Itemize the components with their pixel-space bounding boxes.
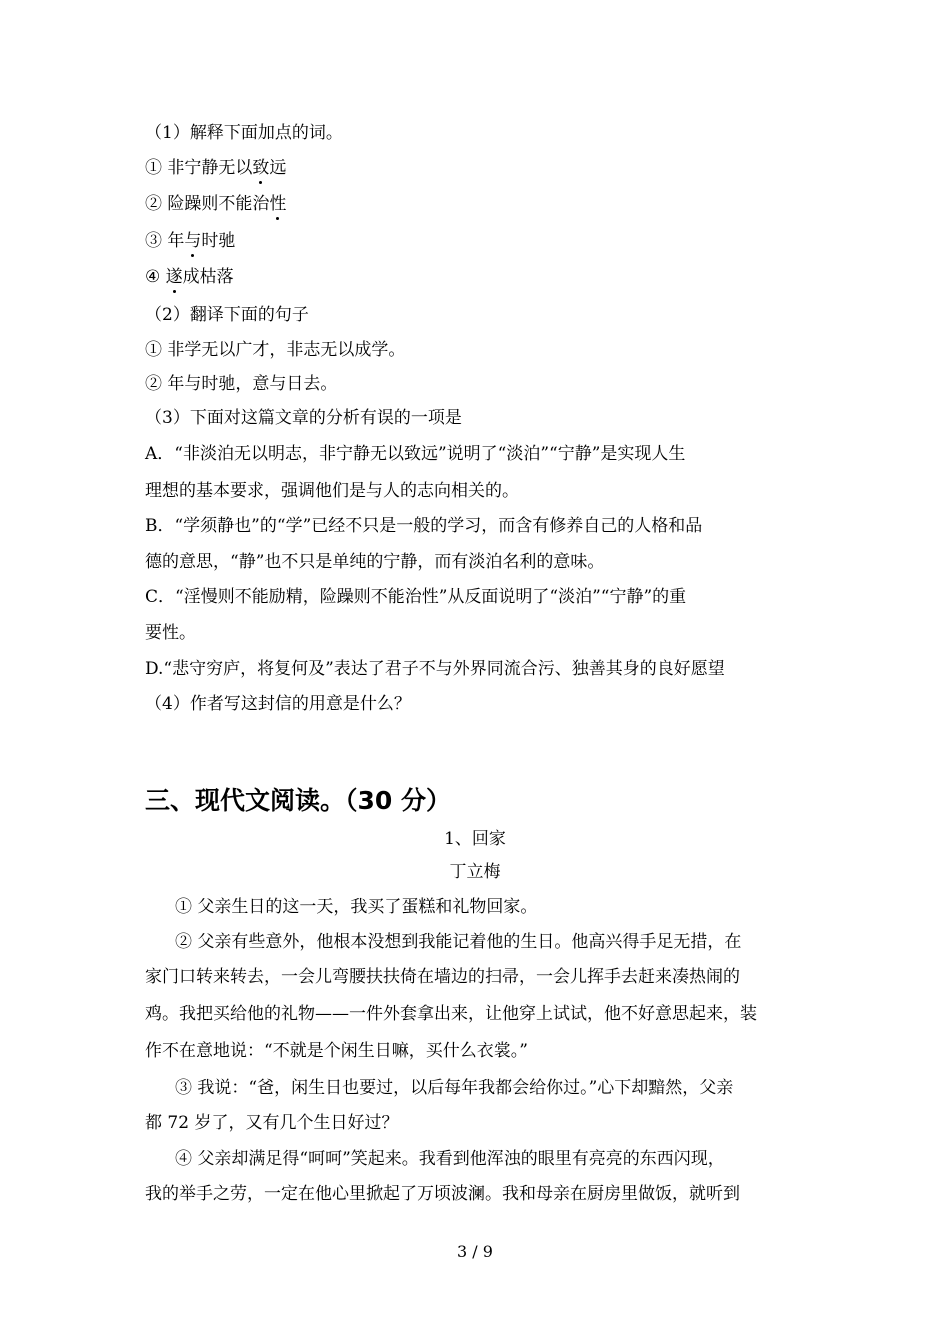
paragraph-line: 我的举手之劳，一定在他心里掀起了万顷波澜。我和母亲在厨房里做饭，就听到 bbox=[145, 1184, 740, 1204]
option-a-line: A．“非淡泊无以明志，非宁静无以致远”说明了“淡泊”“宁静”是实现人生 bbox=[145, 444, 686, 464]
question-4-prompt: （4）作者写这封信的用意是什么？ bbox=[145, 694, 411, 714]
paragraph-line: ② 父亲有些意外，他根本没想到我能记着他的生日。他高兴得手足无措，在 bbox=[175, 932, 742, 952]
article-author: 丁立梅 bbox=[449, 862, 501, 882]
question-1-item: ② 险躁则不能治性 bbox=[145, 194, 287, 214]
article-title: 1、回家 bbox=[444, 829, 506, 849]
dotted-word: 性 bbox=[269, 194, 287, 214]
paragraph-line: 都 72 岁了，又有几个生日好过？ bbox=[145, 1113, 399, 1133]
page-number: 3 / 9 bbox=[457, 1242, 493, 1261]
dotted-word: 与 bbox=[184, 231, 202, 251]
question-1-item: ① 非宁静无以致远 bbox=[145, 158, 287, 178]
paragraph-line: ① 父亲生日的这一天，我买了蛋糕和礼物回家。 bbox=[175, 897, 538, 917]
paragraph-line: ③ 我说：“爸，闲生日也要过，以后每年我都会给你过。”心下却黯然，父亲 bbox=[175, 1078, 734, 1098]
question-1-item: ④ 遂成枯落 bbox=[145, 267, 234, 287]
question-1-item: ③ 年与时驰 bbox=[145, 231, 236, 251]
paragraph-line: 鸡。我把买给他的礼物——一件外套拿出来，让他穿上试试，他不好意思起来，装 bbox=[145, 1004, 757, 1024]
question-1-prompt: （1）解释下面加点的词。 bbox=[145, 123, 343, 143]
option-d-line: D.“悲守穷庐，将复何及”表达了君子不与外界同流合污、独善其身的良好愿望 bbox=[145, 659, 725, 679]
section-heading: 三、现代文阅读。（30 分） bbox=[145, 786, 451, 815]
question-2-item: ① 非学无以广才，非志无以成学。 bbox=[145, 340, 406, 360]
question-2-prompt: （2）翻译下面的句子 bbox=[145, 305, 309, 325]
dotted-word: 遂 bbox=[165, 267, 183, 287]
paragraph-line: 家门口转来转去，一会儿弯腰扶扶倚在墙边的扫帚，一会儿挥手去赶来凑热闹的 bbox=[145, 967, 740, 987]
question-3-prompt: （3）下面对这篇文章的分析有误的一项是 bbox=[145, 408, 462, 428]
paragraph-line: 作不在意地说：“不就是个闲生日嘛，买什么衣裳。” bbox=[145, 1041, 528, 1061]
dotted-word: 致 bbox=[252, 158, 270, 178]
option-c-line: C．“淫慢则不能励精，险躁则不能治性”从反面说明了“淡泊”“宁静”的重 bbox=[145, 587, 687, 607]
option-c-line: 要性。 bbox=[145, 623, 196, 643]
paragraph-line: ④ 父亲却满足得“呵呵”笑起来。我看到他浑浊的眼里有亮亮的东西闪现， bbox=[175, 1149, 725, 1169]
option-b-line: B．“学须静也”的“学”已经不只是一般的学习，而含有修养自己的人格和品 bbox=[145, 516, 703, 536]
option-a-line: 理想的基本要求，强调他们是与人的志向相关的。 bbox=[145, 481, 519, 501]
option-b-line: 德的意思，“静”也不只是单纯的宁静，而有淡泊名利的意味。 bbox=[145, 552, 605, 572]
question-2-item: ② 年与时驰，意与日去。 bbox=[145, 374, 338, 394]
